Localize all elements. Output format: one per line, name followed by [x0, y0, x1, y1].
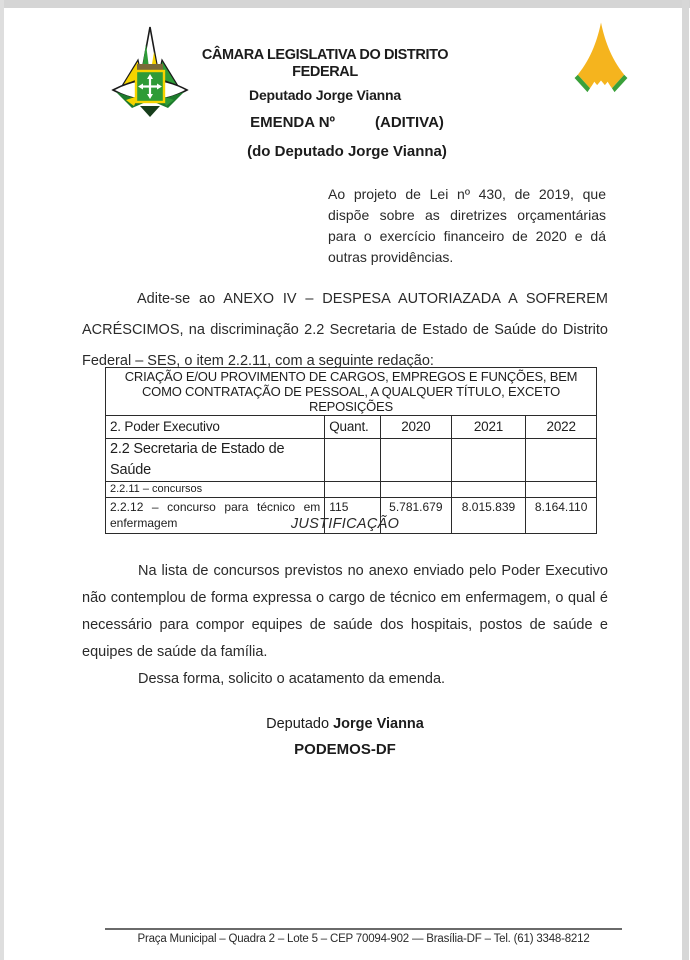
row-quant — [325, 482, 381, 498]
signature-name: Jorge Vianna — [333, 716, 424, 732]
table-row-concursos — [106, 482, 597, 498]
doc-author-line: (do Deputado Jorge Vianna) — [247, 143, 447, 160]
table-title: CRIAÇÃO E/OU PROVIMENTO DE CARGOS, EMPREGOS E FUNÇÕES, BEM COMO CONTRATAÇÃO DE PESSOAL, A QUALQUER TÍTULO, EXCETO REPOSIÇÕES — [106, 368, 597, 416]
scan-edge-top — [0, 0, 690, 8]
col-header-2021: 2021 — [451, 416, 526, 439]
gold-spearhead-emblem-icon — [572, 21, 630, 95]
justification-block — [82, 558, 608, 693]
justification-paragraph-2: Dessa forma, solicito o acatamento da emenda. — [138, 671, 446, 687]
signature-party: PODEMOS-DF — [294, 741, 396, 758]
col-header-2022: 2022 — [526, 416, 597, 439]
col-header-2020: 2020 — [380, 416, 451, 439]
signature-block — [82, 716, 608, 758]
doc-title-line — [82, 114, 612, 131]
justification-heading: JUSTIFICAÇÃO — [290, 516, 400, 532]
budget-table — [105, 367, 597, 534]
letterhead-deputy: Deputado Jorge Vianna — [249, 87, 401, 103]
row-2020 — [380, 482, 451, 498]
recital-paragraph: Ao projeto de Lei nº 430, de 2019, que dispõe sobre as diretrizes orçamentárias para o exercício financeiro de 2020 e dá outras providências. — [328, 186, 606, 265]
signature-prefix: Deputado — [266, 716, 334, 732]
table-header-row — [106, 416, 597, 439]
table-title-row — [106, 368, 597, 416]
col-header-quant: Quant. — [325, 416, 381, 439]
col-header-executivo: 2. Poder Executivo — [106, 416, 325, 439]
row-label: 2.2.12 – concurso para técnico em enfermagem — [106, 498, 325, 534]
scan-edge-right — [682, 0, 689, 960]
row-2021 — [451, 482, 526, 498]
footer-rule — [105, 928, 622, 930]
row-label: 2.2.11 – concursos — [106, 482, 325, 498]
table-row-secretaria — [106, 439, 597, 482]
scan-edge-left — [0, 0, 4, 960]
row-2020 — [380, 439, 451, 482]
row-2021: 8.015.839 — [451, 498, 526, 534]
row-quant: 115 — [325, 498, 381, 534]
signature-name-line — [82, 716, 608, 732]
row-2022: 8.164.110 — [526, 498, 597, 534]
doc-title-emenda: EMENDA Nº — [250, 114, 336, 131]
row-2022 — [526, 482, 597, 498]
org-name: CÂMARA LEGISLATIVA DO DISTRITO FEDERAL — [201, 47, 449, 80]
row-2022 — [526, 439, 597, 482]
footer-address: Praça Municipal – Quadra 2 – Lote 5 – CEP 70094-902 — Brasília-DF – Tel. (61) 3348-8212 — [137, 933, 590, 945]
justification-paragraph-1: Na lista de concursos previstos no anexo enviado pelo Poder Executivo não contemplou de forma expressa o cargo de técnico em enfermagem, o qual é necessário para compor equipes de saúde dos hospitais, postos de saúde e equipes de saúde da família. — [82, 563, 608, 660]
row-label: 2.2 Secretaria de Estado de Saúde — [106, 439, 325, 482]
doc-title-aditiva: (ADITIVA) — [375, 114, 444, 131]
row-2021 — [451, 439, 526, 482]
body-paragraph: Adite-se ao ANEXO IV – DESPESA AUTORIAZADA A SOFREREM ACRÉSCIMOS, na discriminação 2.2 Secretaria de Estado de Saúde do Distrito Federal – SES, o item 2.2.11, com a seguinte redação: — [82, 291, 608, 369]
letterhead — [175, 47, 475, 103]
row-quant — [325, 439, 381, 482]
row-2020: 5.781.679 — [380, 498, 451, 534]
